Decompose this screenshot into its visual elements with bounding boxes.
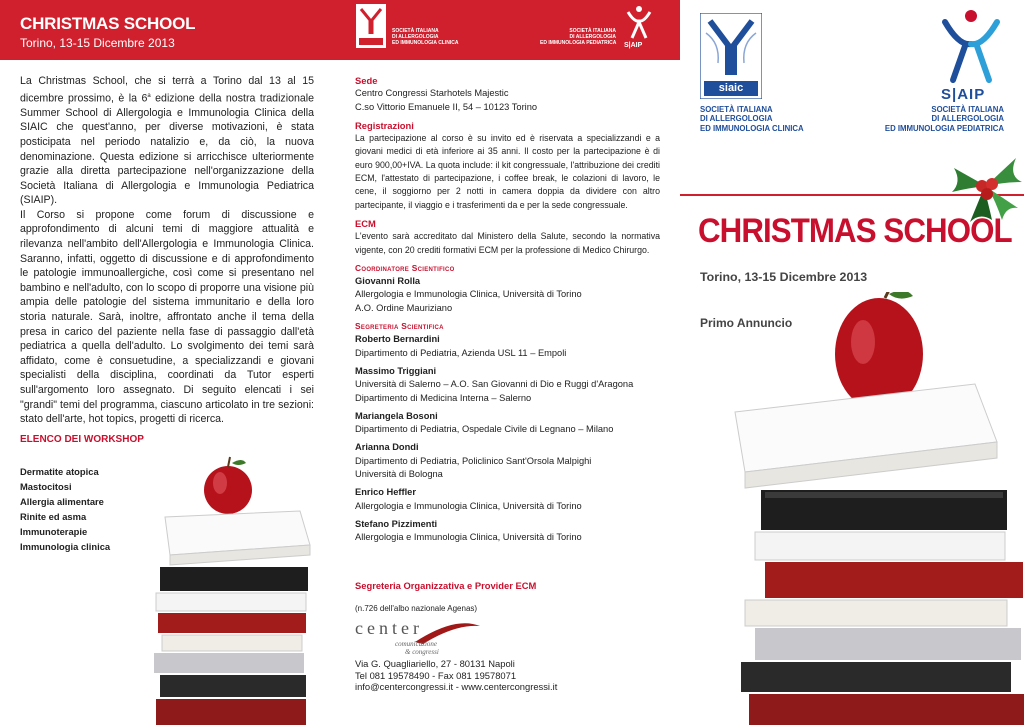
center-logo-word: center — [355, 618, 423, 638]
coordinator-affiliation-1: Allergologia e Immunologia Clinica, Università di Torino — [355, 289, 582, 300]
person-name: Stefano Pizzimenti — [355, 518, 438, 529]
ecm-text: L'evento sarà accreditato dal Ministero della Salute, secondo la normativa vigente, con 20 crediti formativi ECM per la professione di Medico Chirurgo. — [355, 231, 660, 255]
info-column — [355, 74, 660, 545]
workshop-item: Rinite ed asma — [20, 511, 87, 522]
person-affiliation: Dipartimento di Pediatria, Ospedale Civile di Legnano – Milano — [355, 424, 614, 435]
person-affiliation: Allergologia e Immunologia Clinica, Università di Torino — [355, 500, 582, 511]
person-affiliation: Dipartimento di Pediatria, Azienda USL 11 – Empoli — [355, 347, 567, 358]
workshop-list — [20, 464, 110, 554]
ecm-label: ECM — [355, 217, 376, 229]
organizer-contacts: info@centercongressi.it - www.centercongressi.it — [355, 681, 558, 692]
cover-date: Torino, 13-15 Dicembre 2013 — [700, 270, 868, 284]
person-name: Mariangela Bosoni — [355, 410, 438, 421]
person-name: Enrico Heffler — [355, 487, 416, 498]
organizer-address: Via G. Quagliariello, 27 - 80131 Napoli Tel 081 19578490 - Fax 081 19578071 info@centercongressi.it - www.centercongressi.it — [355, 658, 558, 692]
organizer-registration: (n.726 dell'albo nazionale Agenas) — [355, 604, 478, 613]
siaic-org-name: SOCIETÀ ITALIANA DI ALLERGOLOGIA ED IMMUNOLOGIA CLINICA — [700, 105, 804, 133]
workshop-item: Mastocitosi — [20, 481, 72, 492]
coordinator-label: Coordinatore Scientifico — [355, 262, 455, 273]
cover-title: CHRISTMAS SCHOOL — [698, 212, 1012, 250]
segreteria-label: Segreteria Scientifica — [355, 321, 444, 332]
center-logo — [355, 620, 485, 663]
sede-line-1: Centro Congressi Starhotels Majestic — [355, 88, 509, 99]
siaip-logo — [935, 6, 1007, 103]
coordinator-affiliation-2: A.O. Ordine Mauriziano — [355, 302, 453, 313]
siaic-logo-mark — [356, 4, 386, 48]
siaip-small-text: SOCIETÀ ITALIANA DI ALLERGOLOGIA ED IMMUNOLOGIA PEDIATRICA — [540, 28, 617, 46]
workshop-title: ELENCO DEI WORKSHOP — [20, 434, 144, 445]
person-affiliation: Allergologia e Immunologia Clinica, Università di Torino — [355, 532, 582, 543]
intro-paragraph-2: Il Corso si propone come forum di discussione e approfondimento di alcuni temi di maggiore attualità e rilevanza nell'ambito dell'Allergologia e Immunologia Clinica. Saranno, infatti, oggetto di discussione e di approfondimento le patologie immunoallergiche, così come si presentano nel bambino e nell'adulto, con lo scopo di proporre una visione più ampia delle patologie del sistema immunitario e della loro storia naturale. Sarà, inoltre, affrontato anche il tema della presa in carico del paziente nella fase di passaggio dall'età pediatrica a quella dell'adulto. Lo svolgimento dei temi sarà affidato, come è consuetudine, a specializzandi e giovani specialisti della disciplina, coordinati da Tutor esperti sull'argomento loro assegnato. Di seguito elencati i sei "grandi" temi del programma, ciascuno articolato in tre sezioni: stato dell'arte, hot topics, progetti di ricerca. — [20, 208, 314, 426]
books-apple-illustration-large — [705, 292, 1024, 725]
header-bar — [0, 0, 680, 60]
header-subtitle: Torino, 13-15 Dicembre 2013 — [20, 36, 175, 50]
workshop-item: Immunoterapie — [20, 526, 88, 537]
workshop-item: Immunologia clinica — [20, 541, 111, 552]
siaic-logo — [700, 13, 762, 104]
workshop-item: Allergia alimentare — [20, 496, 104, 507]
siaip-org-name: SOCIETÀ ITALIANA DI ALLERGOLOGIA ED IMMUNOLOGIA PEDIATRICA — [884, 105, 1004, 133]
organizer-title: Segreteria Organizzativa e Provider ECM — [355, 580, 537, 591]
sede-line-2: C.so Vittorio Emanuele II, 54 – 10123 Torino — [355, 101, 538, 112]
registrazioni-text: La partecipazione al corso è su invito ed è riservata a specializzandi e a giovani medici di età inferiore ai 35 anni. Il costo per la partecipazione è di euro 900,00+IVA. La quota include: il kit congressuale, l'attribuzione dei crediti ECM, l'attestato di partecipazione, i coffee break, le colazioni di lavoro, le cene, il soggiorno per 2 notti in camera doppia da dividere con altro partecipante, il viaggio e i trasferimenti da e per la sede congressuale. — [355, 133, 660, 210]
siaic-logo-label: siaic — [718, 82, 744, 94]
person-affiliation: Dipartimento di Pediatria, Policlinico Sant'Orsola Malpighi Università di Bologna — [355, 455, 592, 480]
siaip-small-label: S|AIP — [624, 42, 643, 49]
person-name: Massimo Triggiani — [355, 365, 437, 376]
person-affiliation: Università di Salerno – A.O. San Giovanni di Dio e Ruggi d'Aragona Dipartimento di Medicina Interna – Salerno — [355, 379, 634, 403]
cover-announcement: Primo Annuncio — [700, 316, 793, 330]
siaip-logo-mark-large — [935, 6, 1007, 86]
coordinator-name: Giovanni Rolla — [355, 276, 421, 287]
center-logo-sub: comunicazione & congressi — [395, 640, 439, 656]
sede-label: Sede — [355, 75, 378, 86]
header-title: CHRISTMAS SCHOOL — [20, 14, 196, 33]
siaip-logo-label: S|AIP — [941, 86, 986, 103]
siaic-small-text: SOCIETÀ ITALIANA DI ALLERGOLOGIA ED IMMUNOLOGIA CLINICA — [392, 28, 459, 46]
registrazioni-label: Registrazioni — [355, 119, 414, 131]
workshop-item: Dermatite atopica — [20, 466, 99, 477]
person-name: Roberto Bernardini — [355, 334, 440, 345]
intro-paragraph-1: La Christmas School, che si terrà a Torino dal 13 al 15 dicembre prossimo, è la 6$^a$ edizione della nostra tradizionale Summer School di Allergologia e Immunologia Clinica della SIAIC che quest'anno, per diverse motivazioni, è stata posticipata nel periodo natalizio e, da ciò, la nuova denominazione. Questa edizione si arricchisce ulteriormente grazie alla diretta partecipazione nell'organizzazione della Società Italiana di Allergologia e Immunologia Pediatrica (SIAIP). — [20, 75, 314, 207]
siaic-logo-small — [356, 4, 459, 53]
person-name: Arianna Dondi — [355, 442, 419, 453]
intro-text — [20, 74, 314, 427]
books-apple-illustration-small — [150, 455, 320, 725]
